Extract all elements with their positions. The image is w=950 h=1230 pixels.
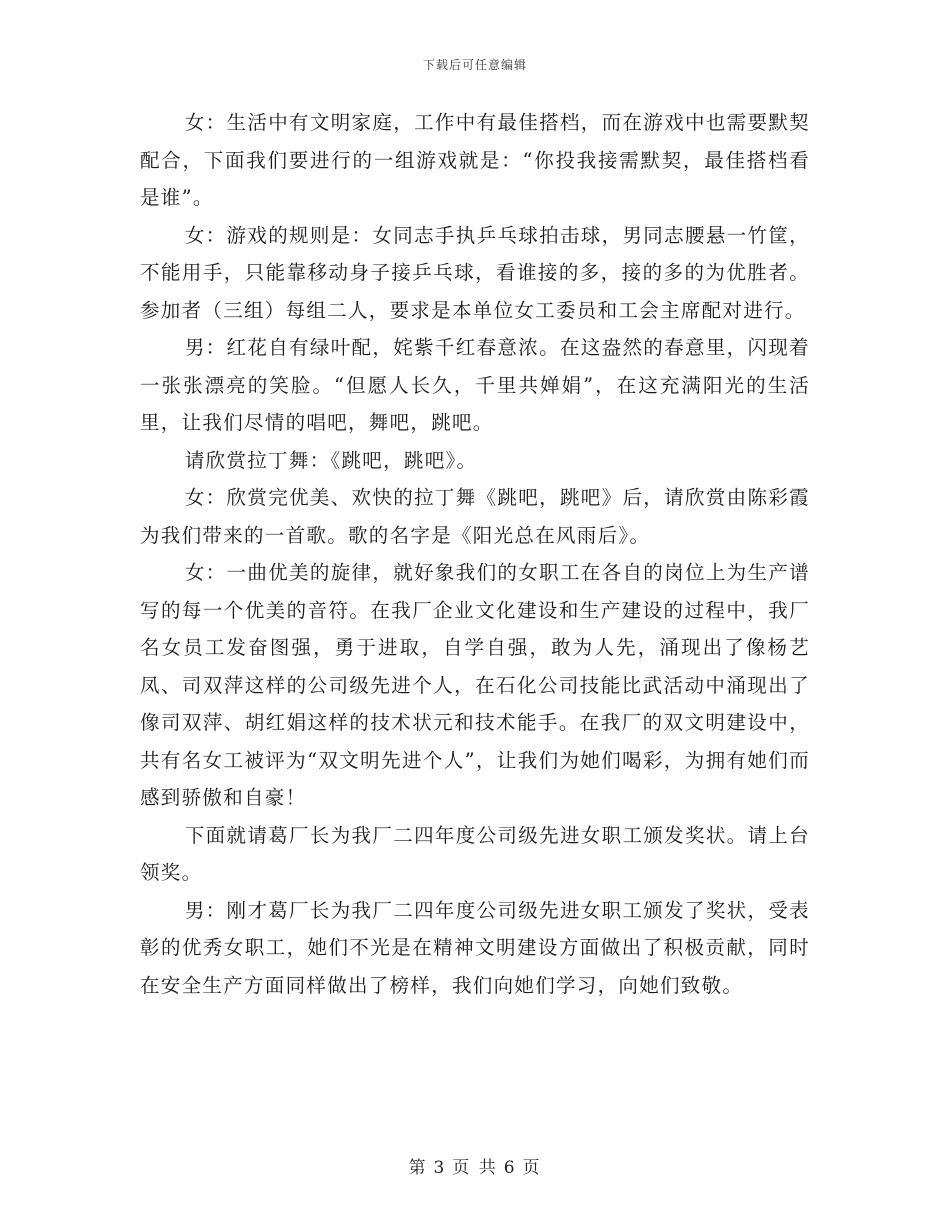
current-page-number: 3 <box>433 1158 447 1178</box>
paragraph: 女：欣赏完优美、欢快的拉丁舞《跳吧，跳吧》后，请欣赏由陈彩霞为我们带来的一首歌。歌的名字是《阳光总在风雨后》。 <box>140 486 810 547</box>
footer-mid: 页 共 <box>452 1158 498 1178</box>
paragraph: 女：游戏的规则是：女同志手执乒乓球拍击球，男同志腰悬一竹筐，不能用手，只能靠移动身子接乒乓球，看谁接的多，接的多的为优胜者。参加者（三组）每组二人，要求是本单位女工委员和工会主席配对进行。 <box>140 223 810 322</box>
header-note: 下载后可任意编辑 <box>422 58 527 72</box>
footer-suffix: 页 <box>522 1158 542 1178</box>
total-pages-number: 6 <box>503 1158 517 1178</box>
page-footer <box>0 1153 950 1178</box>
paragraph: 请欣赏拉丁舞：《跳吧，跳吧》。 <box>184 448 478 472</box>
footer-prefix: 第 <box>408 1158 428 1178</box>
paragraph: 男：红花自有绿叶配，姹紫千红春意浓。在这盎然的春意里，闪现着一张张漂亮的笑脸。“但愿人长久，千里共婵娟”，在这充满阳光的生活里，让我们尽情的唱吧，舞吧，跳吧。 <box>140 336 810 434</box>
paragraph: 男：刚才葛厂长为我厂二四年度公司级先进女职工颁发了奖状，受表彰的优秀女职工，她们不光是在精神文明建设方面做出了积极贡献，同时在安全生产方面同样做出了榜样，我们向她们学习，向她们致敬。 <box>140 898 810 997</box>
paragraph: 下面就请葛厂长为我厂二四年度公司级先进女职工颁发奖状。请上台领奖。 <box>140 823 810 884</box>
paragraph: 女：一曲优美的旋律，就好象我们的女职工在各自的岗位上为生产谱写的每一个优美的音符。在我厂企业文化建设和生产建设的过程中，我厂名女员工发奋图强，勇于进取，自学自强，敢为人先，涌现出了像杨艺凤、司双萍这样的公司级先进个人，在石化公司技能比武活动中涌现出了像司双萍、胡红娟这样的技术状元和技术能手。在我厂的双文明建设中，共有名女工被评为“双文明先进个人”，让我们为她们喝彩，为拥有她们而感到骄傲和自豪！ <box>140 561 810 809</box>
document-body <box>140 104 810 1004</box>
paragraph: 女：生活中有文明家庭，工作中有最佳搭档，而在游戏中也需要默契配合，下面我们要进行的一组游戏就是：“你投我接需默契，最佳搭档看是谁”。 <box>140 111 810 209</box>
